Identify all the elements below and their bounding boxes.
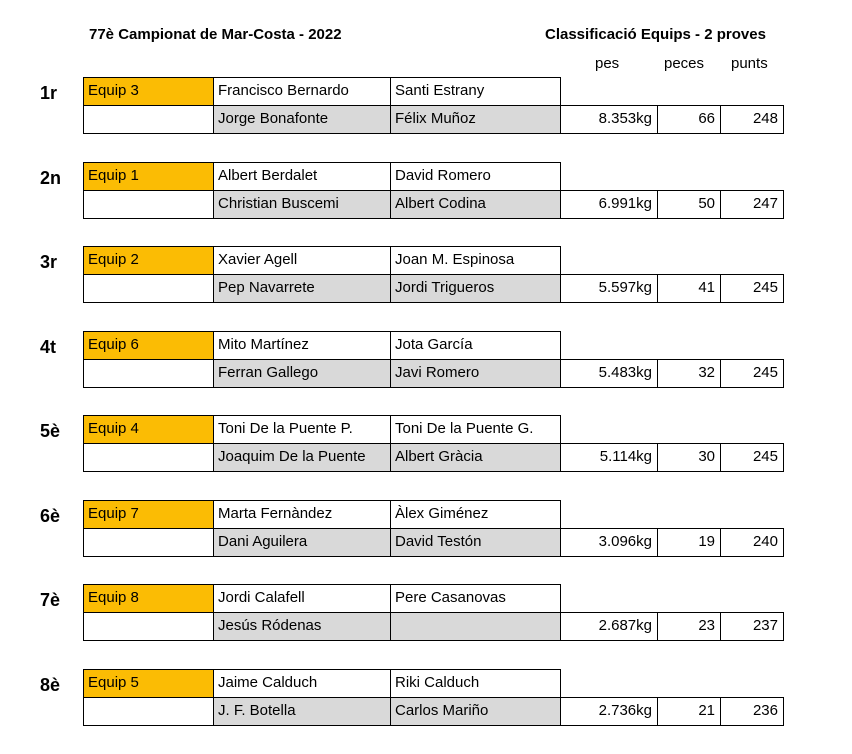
weight-cell: 2.687kg [560,612,658,641]
standing-block [0,246,852,306]
member-cell: Albert Codina [390,190,561,219]
member-cell: Xavier Agell [213,246,391,275]
rank-label: 7è [40,590,61,610]
member-cell: Toni De la Puente P. [213,415,391,444]
member-cell: Riki Calduch [390,669,561,698]
member-cell: Félix Muñoz [390,105,561,134]
member-cell: Dani Aguilera [213,528,391,557]
member-cell: Jorge Bonafonte [213,105,391,134]
member-cell: Javi Romero [390,359,561,388]
team-name-cell: Equip 5 [83,669,214,698]
column-header-pes: pes [595,55,620,72]
points-cell: 247 [720,190,784,219]
team-name-cell: Equip 7 [83,500,214,529]
member-cell: Carlos Mariño [390,697,561,726]
member-cell: David Testón [390,528,561,557]
pieces-cell: 23 [657,612,721,641]
pieces-cell: 50 [657,190,721,219]
member-cell: Joan M. Espinosa [390,246,561,275]
member-cell: Mito Martínez [213,331,391,360]
pieces-cell: 66 [657,105,721,134]
pieces-cell: 19 [657,528,721,557]
member-cell: Àlex Giménez [390,500,561,529]
member-cell: Pep Navarrete [213,274,391,303]
member-cell: Santi Estrany [390,77,561,106]
member-cell: Jordi Calafell [213,584,391,613]
weight-cell: 3.096kg [560,528,658,557]
standing-block [0,77,852,137]
empty-cell [83,359,214,388]
member-cell: Toni De la Puente G. [390,415,561,444]
rank-label: 2n [40,168,62,188]
member-cell: Jesús Ródenas [213,612,391,641]
rank-label: 3r [40,252,58,272]
rank-label: 4t [40,337,57,357]
weight-cell: 5.597kg [560,274,658,303]
empty-cell [83,105,214,134]
member-cell [390,612,561,641]
member-cell: Francisco Bernardo [213,77,391,106]
rank-label: 5è [40,421,61,441]
team-name-cell: Equip 6 [83,331,214,360]
member-cell: Joaquim De la Puente [213,443,391,472]
points-cell: 248 [720,105,784,134]
weight-cell: 8.353kg [560,105,658,134]
standing-block [0,669,852,729]
column-header-peces: peces [664,55,705,72]
team-name-cell: Equip 1 [83,162,214,191]
rank-label: 1r [40,83,58,103]
empty-cell [83,443,214,472]
team-name-cell: Equip 8 [83,584,214,613]
member-cell: Jaime Calduch [213,669,391,698]
team-name-cell: Equip 4 [83,415,214,444]
member-cell: Jota García [390,331,561,360]
column-header-punts: punts [731,55,768,72]
rank-label: 8è [40,675,61,695]
empty-cell [83,528,214,557]
member-cell: David Romero [390,162,561,191]
weight-cell: 2.736kg [560,697,658,726]
points-cell: 245 [720,359,784,388]
member-cell: Ferran Gallego [213,359,391,388]
member-cell: J. F. Botella [213,697,391,726]
empty-cell [83,274,214,303]
points-cell: 245 [720,274,784,303]
member-cell: Christian Buscemi [213,190,391,219]
member-cell: Albert Gràcia [390,443,561,472]
pieces-cell: 30 [657,443,721,472]
weight-cell: 5.483kg [560,359,658,388]
points-cell: 245 [720,443,784,472]
points-cell: 236 [720,697,784,726]
points-cell: 237 [720,612,784,641]
page-title: 77è Campionat de Mar-Costa - 2022 [89,26,342,43]
pieces-cell: 32 [657,359,721,388]
standing-block [0,584,852,644]
standing-block [0,331,852,391]
page-subtitle: Classificació Equips - 2 proves [545,26,766,43]
member-cell: Albert Berdalet [213,162,391,191]
empty-cell [83,190,214,219]
team-name-cell: Equip 3 [83,77,214,106]
member-cell: Marta Fernàndez [213,500,391,529]
team-name-cell: Equip 2 [83,246,214,275]
member-cell: Pere Casanovas [390,584,561,613]
rank-label: 6è [40,506,61,526]
empty-cell [83,697,214,726]
pieces-cell: 21 [657,697,721,726]
empty-cell [83,612,214,641]
member-cell: Jordi Trigueros [390,274,561,303]
weight-cell: 5.114kg [560,443,658,472]
weight-cell: 6.991kg [560,190,658,219]
standing-block [0,500,852,560]
points-cell: 240 [720,528,784,557]
pieces-cell: 41 [657,274,721,303]
standing-block [0,162,852,222]
standing-block [0,415,852,475]
